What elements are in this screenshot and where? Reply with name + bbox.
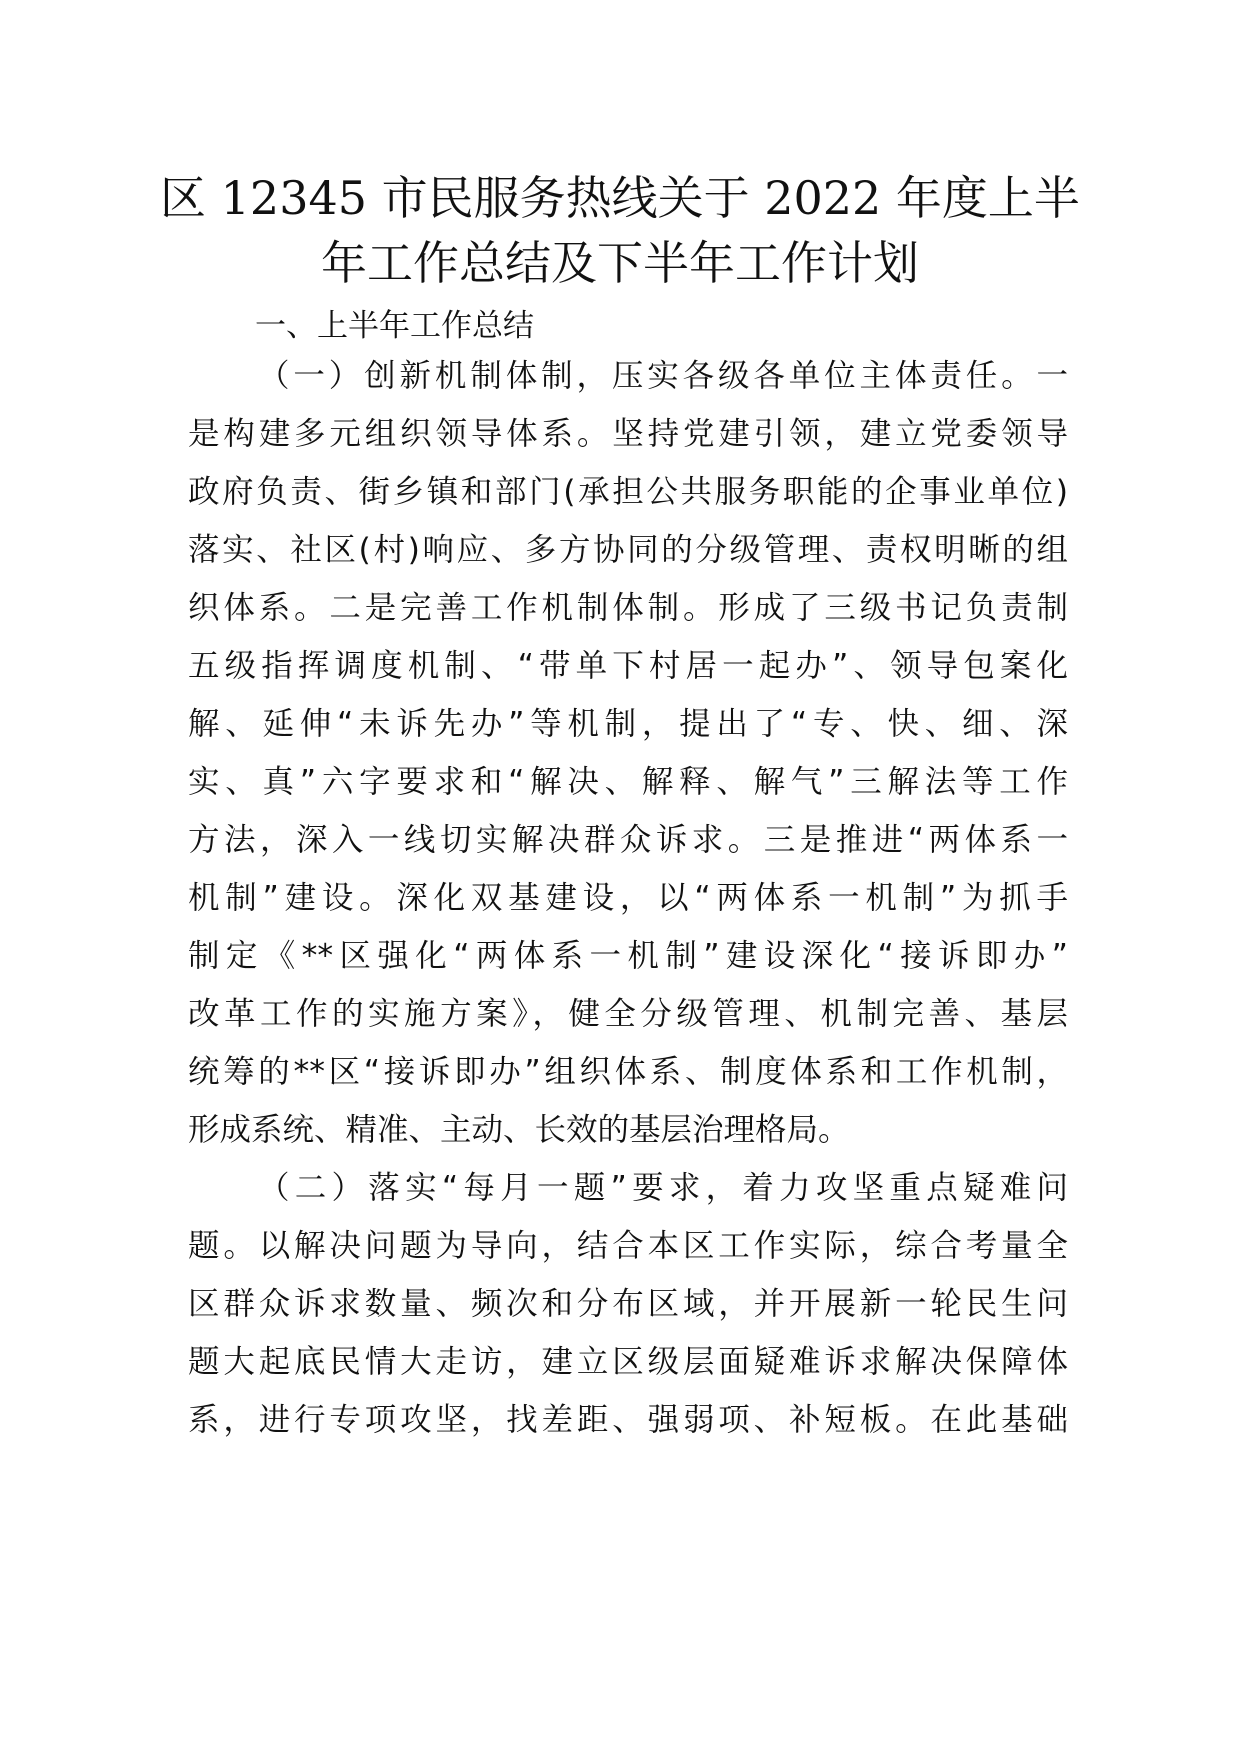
paragraph-line: 政府负责、街乡镇和部门(承担公共服务职能的企事业单位) <box>188 474 1068 510</box>
paragraph-line: 解、延伸“未诉先办”等机制，提出了“专、快、细、深 <box>188 706 1068 742</box>
document-title-line-1: 区 12345 市民服务热线关于 2022 年度上半 <box>160 171 1080 225</box>
paragraph-line: 制定《**区强化“两体系一机制”建设深化“接诉即办” <box>188 938 1068 974</box>
paragraph-line: （二）落实“每月一题”要求，着力攻坚重点疑难问 <box>258 1170 1068 1206</box>
paragraph-line: 题。以解决问题为导向，结合本区工作实际，综合考量全 <box>188 1228 1068 1264</box>
paragraph-line: 统筹的**区“接诉即办”组织体系、制度体系和工作机制， <box>188 1054 1068 1090</box>
paragraph-line: 是构建多元组织领导体系。坚持党建引领，建立党委领导 <box>188 416 1068 452</box>
paragraph-line: 织体系。二是完善工作机制体制。形成了三级书记负责制 <box>188 590 1068 626</box>
document-title-line-2: 年工作总结及下半年工作计划 <box>321 236 919 290</box>
paragraph-line: 机制”建设。深化双基建设，以“两体系一机制”为抓手 <box>188 880 1068 916</box>
section-heading: 一、上半年工作总结 <box>255 308 534 344</box>
paragraph-line: 实、真”六字要求和“解决、解释、解气”三解法等工作 <box>188 764 1068 800</box>
paragraph-line: 区群众诉求数量、频次和分布区域，并开展新一轮民生问 <box>188 1286 1068 1322</box>
paragraph-line: 题大起底民情大走访，建立区级层面疑难诉求解决保障体 <box>188 1344 1068 1380</box>
paragraph-line: 系，进行专项攻坚，找差距、强弱项、补短板。在此基础 <box>188 1402 1068 1438</box>
paragraph-line: 形成系统、精准、主动、长效的基层治理格局。 <box>188 1112 850 1148</box>
paragraph-line: 五级指挥调度机制、“带单下村居一起办”、领导包案化 <box>188 648 1068 684</box>
paragraph-line: （一）创新机制体制，压实各级各单位主体责任。一 <box>258 358 1068 394</box>
paragraph-line: 改革工作的实施方案》，健全分级管理、机制完善、基层 <box>188 996 1068 1032</box>
paragraph-line: 方法，深入一线切实解决群众诉求。三是推进“两体系一 <box>188 822 1068 858</box>
paragraph-line: 落实、社区(村)响应、多方协同的分级管理、责权明晰的组 <box>188 532 1068 568</box>
